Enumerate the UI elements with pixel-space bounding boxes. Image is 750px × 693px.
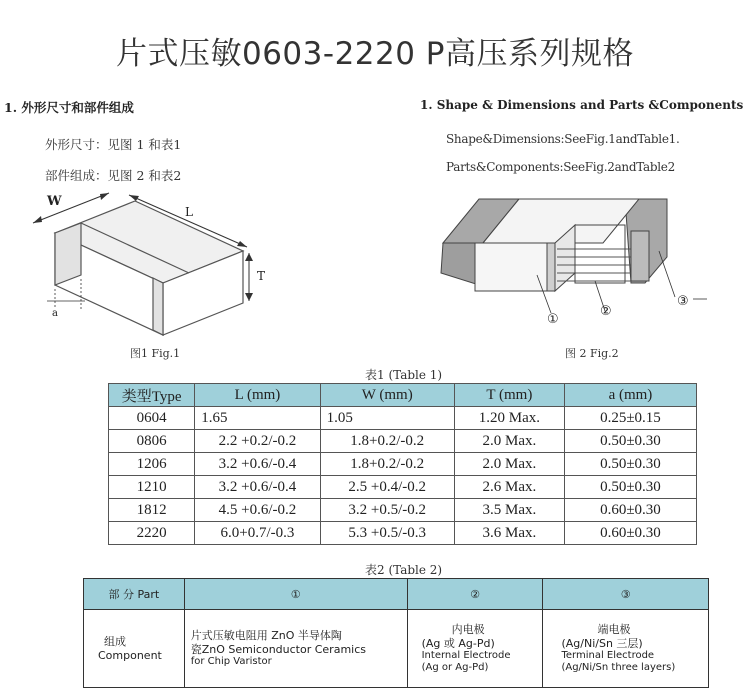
cell-t: 2.0 Max. (454, 453, 564, 476)
cell-l: 4.5 +0.6/-0.2 (195, 499, 320, 522)
table-row (109, 453, 697, 476)
cell-type: 2220 (109, 522, 195, 545)
cell-w: 1.05 (320, 407, 454, 430)
internal-line-4: (Ag or Ag-Pd) (421, 661, 489, 673)
terminal-line-4: (Ag/Ni/Sn three layers) (561, 661, 676, 673)
cell-t: 3.5 Max. (454, 499, 564, 522)
cell-a: 0.50±0.30 (564, 453, 696, 476)
shape-note-en: Shape&Dimensions:SeeFig.1andTable1. (446, 132, 680, 146)
chip-dimension-figure (25, 185, 265, 335)
cell-l: 3.2 +0.6/-0.4 (195, 453, 320, 476)
cell-w: 3.2 +0.5/-0.2 (320, 499, 454, 522)
col-header-t: T (mm) (454, 384, 564, 407)
col-header-3: ③ (543, 579, 709, 610)
table-row (109, 430, 697, 453)
cell-w: 5.3 +0.5/-0.3 (320, 522, 454, 545)
component-terminal-electrode (543, 610, 709, 688)
component-internal-electrode (407, 610, 543, 688)
ceramic-line-2: 瓷ZnO Semiconductor Ceramics (190, 642, 366, 656)
table-header-row (109, 384, 697, 407)
cell-t: 1.20 Max. (454, 407, 564, 430)
section-heading-en: 1. Shape & Dimensions and Parts &Components (420, 98, 744, 112)
table1-caption: 表1 (Table 1) (365, 368, 443, 382)
cell-type: 0604 (109, 407, 195, 430)
page-title: 片式压敏0603-2220 P高压系列规格 (115, 36, 635, 72)
t-label: T (257, 269, 266, 283)
shape-note-cn: 外形尺寸：见图 1 和表1 (45, 137, 182, 152)
col-header-1: ① (184, 579, 407, 610)
cell-type: 1206 (109, 453, 195, 476)
row-label-cn: 组成 (104, 635, 126, 649)
cell-l: 3.2 +0.6/-0.4 (195, 476, 320, 499)
terminal-line-3: Terminal Electrode (561, 649, 655, 661)
table-header-row (84, 579, 709, 610)
cell-a: 0.50±0.30 (564, 476, 696, 499)
terminal-line-1: 端电极 (597, 623, 631, 637)
callout-1: ① (547, 312, 559, 327)
cell-a: 0.60±0.30 (564, 522, 696, 545)
row-label (84, 610, 185, 688)
cell-type: 0806 (109, 430, 195, 453)
internal-line-1: 内电极 (451, 623, 485, 637)
cell-type: 1812 (109, 499, 195, 522)
w-label: W (47, 194, 62, 209)
dimension-table (108, 383, 697, 545)
parts-note-en: Parts&Components:SeeFig.2andTable2 (446, 160, 675, 174)
cell-a: 0.25±0.15 (564, 407, 696, 430)
parts-note-cn: 部件组成：见图 2 和表2 (45, 168, 182, 183)
row-label-en: Component (98, 648, 162, 662)
cell-t: 2.0 Max. (454, 430, 564, 453)
cell-l: 6.0+0.7/-0.3 (195, 522, 320, 545)
col-header-2: ② (407, 579, 543, 610)
col-header-type: 类型Type (109, 384, 195, 407)
table-row (109, 499, 697, 522)
ceramic-line-1: 片式压敏电阻用 ZnO 半导体陶 (190, 629, 342, 643)
terminal-line-2: (Ag/Ni/Sn 三层) (561, 636, 643, 650)
cell-l: 1.65 (195, 407, 320, 430)
col-header-l: L (mm) (195, 384, 320, 407)
cell-t: 2.6 Max. (454, 476, 564, 499)
col-header-part: 部 分 Part (84, 579, 185, 610)
section-heading-cn: 1. 外形尺寸和部件组成 (4, 100, 134, 115)
cell-t: 3.6 Max. (454, 522, 564, 545)
internal-line-2: (Ag 或 Ag-Pd) (421, 636, 495, 650)
table-row (109, 476, 697, 499)
callout-2: ② (600, 304, 612, 319)
fig2-caption: 图 2 Fig.2 (565, 347, 619, 360)
table-row (109, 407, 697, 430)
cell-l: 2.2 +0.2/-0.2 (195, 430, 320, 453)
l-label: L (185, 205, 193, 219)
table2-caption: 表2 (Table 2) (365, 563, 443, 577)
fig1-caption: 图1 Fig.1 (130, 347, 181, 360)
table-row (109, 522, 697, 545)
cell-w: 2.5 +0.4/-0.2 (320, 476, 454, 499)
chip-structure-figure (435, 185, 715, 325)
cell-w: 1.8+0.2/-0.2 (320, 430, 454, 453)
callout-3: ③ (677, 294, 689, 309)
component-ceramic (184, 610, 407, 688)
ceramic-line-3: for Chip Varistor (190, 655, 272, 667)
col-header-w: W (mm) (320, 384, 454, 407)
table-row (84, 610, 709, 688)
internal-line-3: Internal Electrode (421, 649, 511, 661)
component-table (83, 578, 709, 688)
cell-w: 1.8+0.2/-0.2 (320, 453, 454, 476)
cell-a: 0.50±0.30 (564, 430, 696, 453)
cell-type: 1210 (109, 476, 195, 499)
col-header-a: a (mm) (564, 384, 696, 407)
cell-a: 0.60±0.30 (564, 499, 696, 522)
a-label: a (52, 308, 58, 319)
